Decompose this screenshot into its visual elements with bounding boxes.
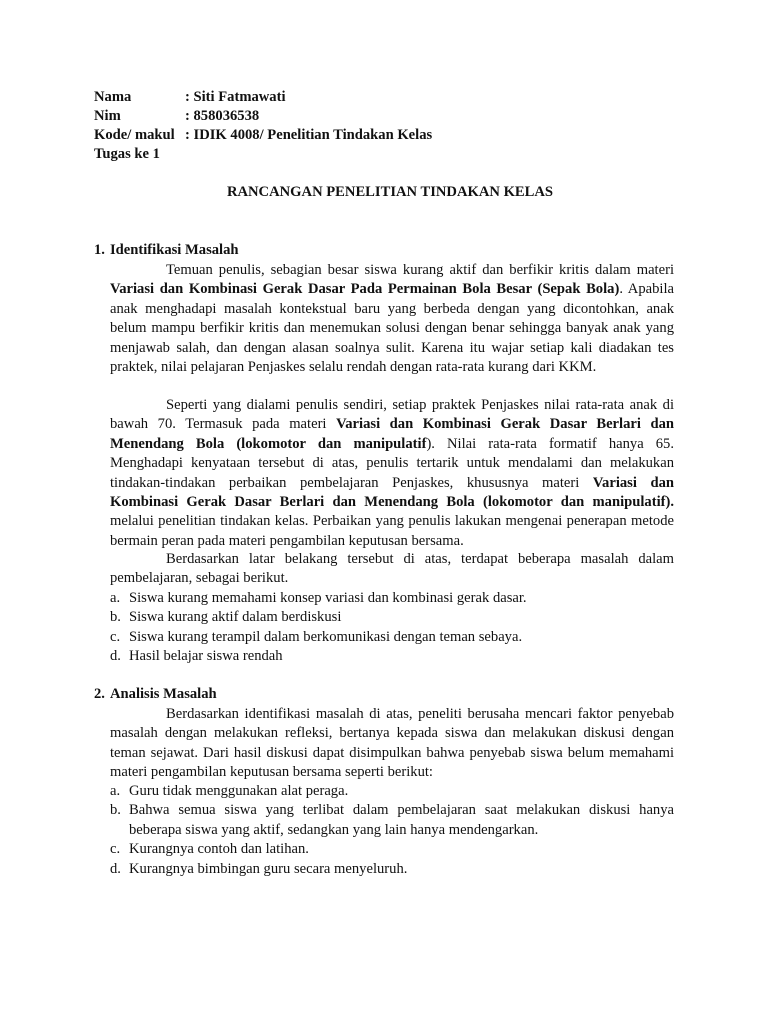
list-item-text: Guru tidak menggunakan alat peraga. xyxy=(129,783,349,799)
header-tugas xyxy=(94,145,160,164)
list-item xyxy=(110,840,674,859)
list-item xyxy=(110,608,674,627)
section2-title: Analisis Masalah xyxy=(110,686,217,702)
list-item-letter: a. xyxy=(110,783,121,799)
list-item xyxy=(110,628,674,647)
section2-heading xyxy=(94,685,217,704)
section1-heading xyxy=(94,241,239,260)
section1-number: 1. xyxy=(94,242,105,258)
section2-paragraph-1: Berdasarkan identifikasi masalah di atas, peneliti berusaha mencari faktor penyebab masalah dengan melakukan refleksi, bertanya kepada siswa dan melakukan diskusi dengan teman sejawat. Dari hasil diskusi dapat disimpulkan bahwa penyebab siswa belum memahami materi pengambilan keputusan bersama seperti berikut: xyxy=(110,706,674,781)
section1-list xyxy=(110,589,674,667)
section1-p2-text-a: Seperti yang dialami penulis sendiri, setiap praktek Penjaskes nilai rata-rata anak di bawah 70. Termasuk pada materi xyxy=(110,397,674,433)
list-item-text: Hasil belajar siswa rendah xyxy=(129,648,283,665)
nama-value: : Siti Fatmawati xyxy=(185,89,286,105)
list-item-letter: c. xyxy=(110,628,121,645)
nama-label: Nama xyxy=(94,89,132,105)
section2-list xyxy=(110,782,674,879)
list-item-letter: a. xyxy=(110,590,121,606)
section1-p1-text-c: . Apabila anak menghadapi masalah kontekstual baru yang berbeda dengan yang dicontohkan, anak belum mampu berfikir kritis dan menemukan solusi dengan benar sehingga banyak anak yang menjawab salah, dan dengan alasan soalnya sulit. Karena itu wajar setiap kali diadakan tes praktek, nilai pelajaran Penjaskes selalu rendah dengan rata-rata kurang dari KKM. xyxy=(110,281,674,376)
list-item xyxy=(110,801,674,840)
header-nim xyxy=(94,107,259,126)
list-item-text: Kurangnya bimbingan guru secara menyeluruh. xyxy=(129,860,408,877)
list-item xyxy=(110,647,674,666)
list-item-letter: c. xyxy=(110,841,121,858)
section1-p2-bold-1: Variasi dan Kombinasi Gerak Dasar Berlari dan Menendang Bola (lokomotor dan manipulatif xyxy=(110,416,675,452)
list-item-text: Bahwa semua siswa yang terlibat dalam pembelajaran saat melakukan diskusi hanya beberapa siswa yang aktif, sedangkan yang lain hanya mendengarkan. xyxy=(129,802,674,838)
list-item-text: Siswa kurang memahami konsep variasi dan kombinasi gerak dasar. xyxy=(129,590,527,606)
section1-title: Identifikasi Masalah xyxy=(110,242,239,258)
kode-value: : IDIK 4008/ Penelitian Tindakan Kelas xyxy=(185,127,433,143)
section2-number: 2. xyxy=(94,686,105,702)
list-item-text: Siswa kurang terampil dalam berkomunikasi dengan teman sebaya. xyxy=(129,628,523,645)
list-item-letter: d. xyxy=(110,648,121,665)
header-kode xyxy=(94,126,432,145)
section1-p2-text-e: melalui penelitian tindakan kelas. Perbaikan yang penulis lakukan mengenai penerapan metode bermain peran pada materi pengambilan keputusan bersama. xyxy=(110,513,674,549)
list-item-text: Kurangnya contoh dan latihan. xyxy=(129,841,309,858)
list-item xyxy=(110,589,674,608)
section1-paragraph-1 xyxy=(110,261,674,377)
section1-p2-bold-2: Variasi dan Kombinasi Gerak Dasar Berlari dan Menendang Bola (lokomotor dan manipulatif). xyxy=(110,474,674,511)
list-item-letter: b. xyxy=(110,802,121,819)
list-item-letter: b. xyxy=(110,609,121,626)
header-nama xyxy=(94,88,286,107)
document-title: RANCANGAN PENELITIAN TINDAKAN KELAS xyxy=(226,184,554,200)
nim-label: Nim xyxy=(94,108,121,124)
list-item xyxy=(110,782,674,801)
section1-paragraph-2 xyxy=(110,396,674,551)
list-item-letter: d. xyxy=(110,860,121,877)
section1-paragraph-3: Berdasarkan latar belakang tersebut di atas, terdapat beberapa masalah dalam pembelajaran, sebagai berikut. xyxy=(110,551,674,587)
section1-p2-text-c: ). Nilai rata-rata formatif hanya 65. Menghadapi kenyataan tersebut di atas, penulis tertarik untuk mendalami dan melakukan tindakan-tindakan perbaikan pembelajaran Penjaskes, khususnya materi xyxy=(110,435,674,491)
section1-p1-text-a: Temuan penulis, sebagian besar siswa kurang aktif dan berfikir kritis dalam materi xyxy=(166,262,674,278)
section1-p1-bold: Variasi dan Kombinasi Gerak Dasar Pada Permainan Bola Besar (Sepak Bola) xyxy=(110,281,620,298)
nim-value: : 858036538 xyxy=(185,108,260,124)
list-item xyxy=(110,860,674,879)
list-item-text: Siswa kurang aktif dalam berdiskusi xyxy=(129,609,342,626)
tugas-label: Tugas ke 1 xyxy=(94,146,160,162)
kode-label: Kode/ makul xyxy=(94,127,175,143)
